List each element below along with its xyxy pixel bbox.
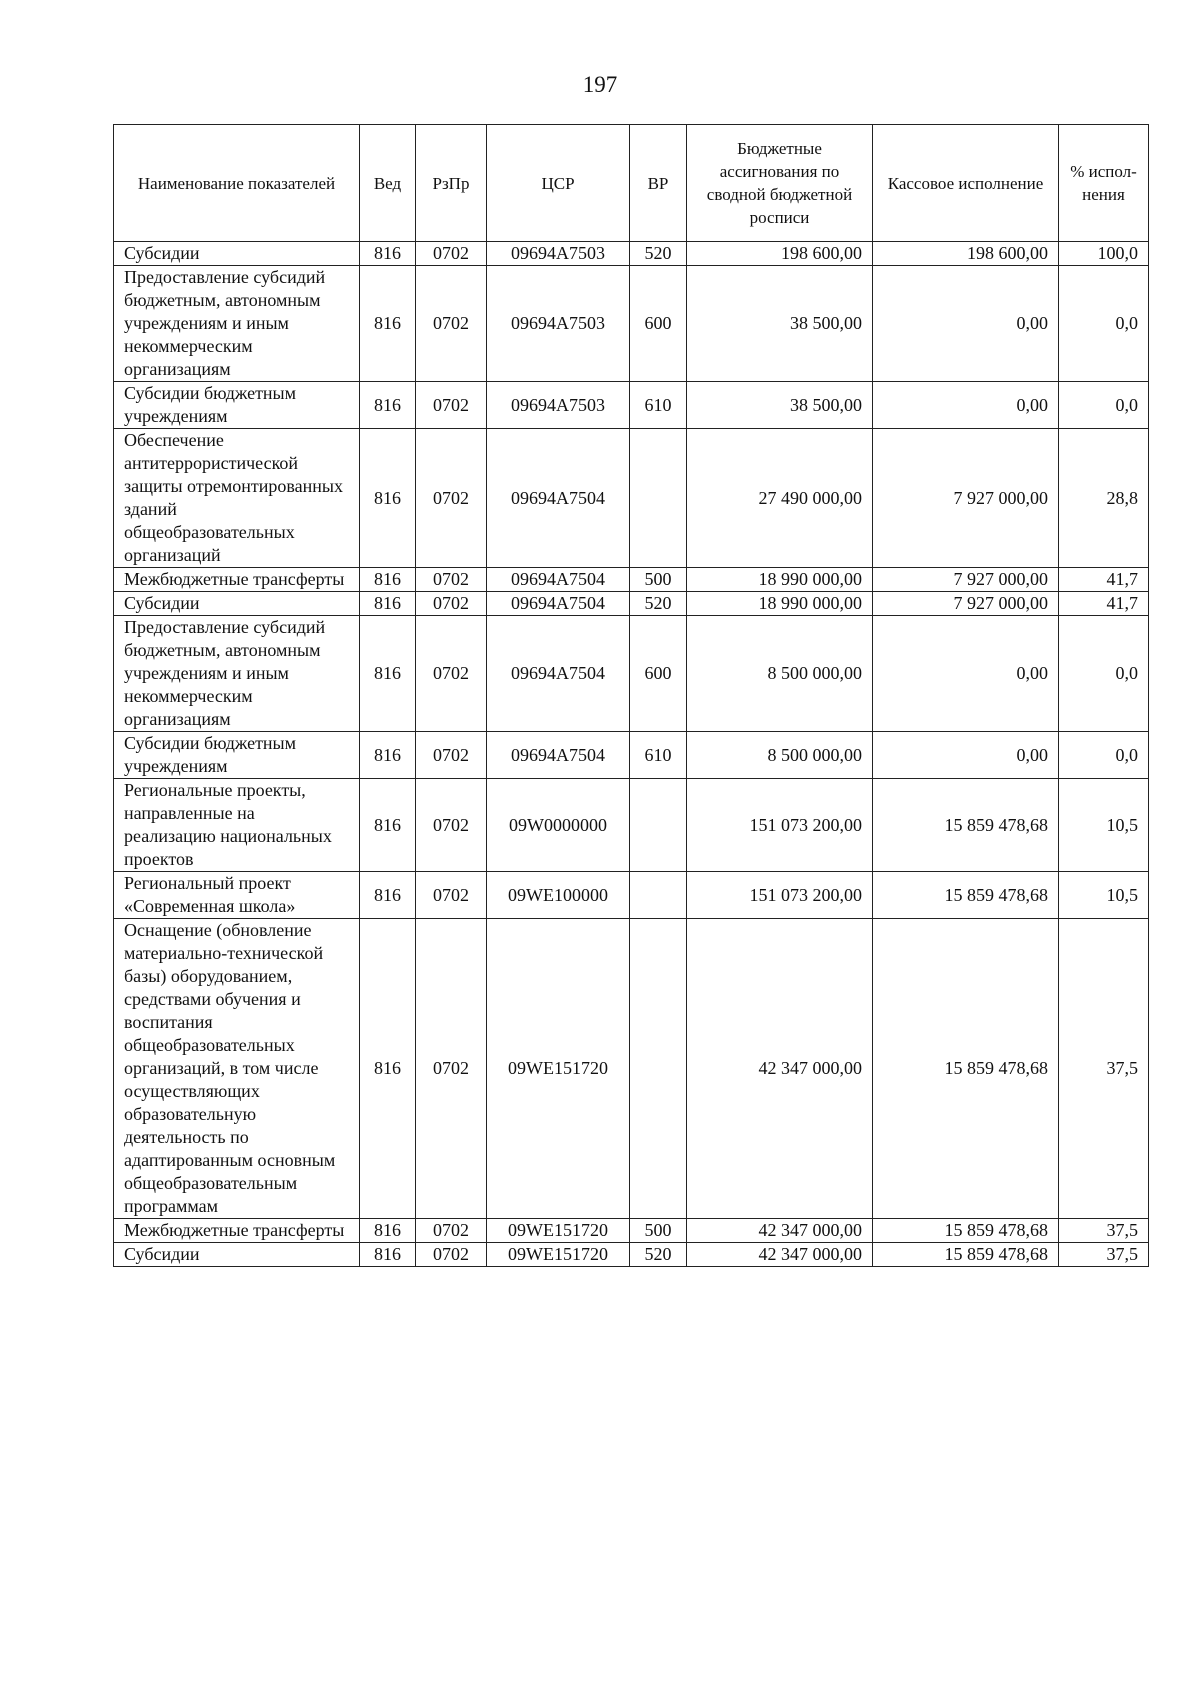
cell-ved: 816 — [360, 568, 416, 592]
page-number: 197 — [582, 72, 618, 97]
cell-rzpr: 0702 — [416, 266, 487, 382]
budget-execution-table — [113, 124, 1149, 1267]
cell-rzpr: 0702 — [416, 242, 487, 266]
table-row — [114, 872, 1149, 919]
table-row — [114, 1243, 1149, 1267]
cell-percent: 10,5 — [1059, 779, 1149, 872]
cell-ved: 816 — [360, 919, 416, 1219]
cell-name: Субсидии бюджетным учреждениям — [114, 732, 360, 779]
table-body — [114, 242, 1149, 1267]
cell-rzpr: 0702 — [416, 732, 487, 779]
cell-ved: 816 — [360, 616, 416, 732]
cell-ved: 816 — [360, 779, 416, 872]
header-cash-execution: Кассовое исполнение — [873, 125, 1059, 242]
cell-vr — [630, 872, 687, 919]
cell-cash-execution: 15 859 478,68 — [873, 1243, 1059, 1267]
cell-cash-execution: 15 859 478,68 — [873, 872, 1059, 919]
cell-ved: 816 — [360, 1243, 416, 1267]
cell-percent: 41,7 — [1059, 568, 1149, 592]
cell-assignments: 42 347 000,00 — [687, 1219, 873, 1243]
cell-name: Региональный проект «Современная школа» — [114, 872, 360, 919]
table-row — [114, 429, 1149, 568]
cell-cash-execution: 7 927 000,00 — [873, 568, 1059, 592]
cell-vr: 600 — [630, 616, 687, 732]
cell-name: Оснащение (обновление материально-технической базы) оборудованием, средствами обучения и воспитания общеобразовательных организаций, в том числе осуществляющих образовательную деятельность по адаптированным основным общеобразовательным программам — [114, 919, 360, 1219]
cell-percent: 41,7 — [1059, 592, 1149, 616]
cell-percent: 0,0 — [1059, 616, 1149, 732]
cell-rzpr: 0702 — [416, 779, 487, 872]
cell-cash-execution: 0,00 — [873, 616, 1059, 732]
table-row — [114, 779, 1149, 872]
cell-cash-execution: 7 927 000,00 — [873, 592, 1059, 616]
table-row — [114, 266, 1149, 382]
cell-name: Субсидии — [114, 592, 360, 616]
cell-csr: 09WE100000 — [487, 872, 630, 919]
cell-rzpr: 0702 — [416, 429, 487, 568]
cell-csr: 09WE151720 — [487, 1243, 630, 1267]
header-ved: Вед — [360, 125, 416, 242]
cell-vr: 500 — [630, 1219, 687, 1243]
cell-csr: 09694А7504 — [487, 592, 630, 616]
cell-cash-execution: 15 859 478,68 — [873, 779, 1059, 872]
cell-rzpr: 0702 — [416, 382, 487, 429]
cell-ved: 816 — [360, 732, 416, 779]
table-row — [114, 732, 1149, 779]
cell-ved: 816 — [360, 266, 416, 382]
cell-ved: 816 — [360, 1219, 416, 1243]
cell-vr: 610 — [630, 732, 687, 779]
cell-assignments: 198 600,00 — [687, 242, 873, 266]
table-row — [114, 616, 1149, 732]
cell-csr: 09694А7504 — [487, 568, 630, 592]
cell-cash-execution: 198 600,00 — [873, 242, 1059, 266]
cell-vr — [630, 779, 687, 872]
cell-assignments: 8 500 000,00 — [687, 616, 873, 732]
cell-assignments: 38 500,00 — [687, 266, 873, 382]
cell-rzpr: 0702 — [416, 1243, 487, 1267]
cell-cash-execution: 7 927 000,00 — [873, 429, 1059, 568]
cell-percent: 100,0 — [1059, 242, 1149, 266]
cell-rzpr: 0702 — [416, 872, 487, 919]
cell-csr: 09WE151720 — [487, 1219, 630, 1243]
cell-rzpr: 0702 — [416, 919, 487, 1219]
table-row — [114, 568, 1149, 592]
cell-assignments: 42 347 000,00 — [687, 1243, 873, 1267]
cell-vr: 520 — [630, 242, 687, 266]
cell-percent: 0,0 — [1059, 732, 1149, 779]
cell-cash-execution: 15 859 478,68 — [873, 1219, 1059, 1243]
cell-csr: 09694А7503 — [487, 242, 630, 266]
header-csr: ЦСР — [487, 125, 630, 242]
cell-percent: 0,0 — [1059, 382, 1149, 429]
cell-ved: 816 — [360, 382, 416, 429]
cell-name: Межбюджетные трансферты — [114, 568, 360, 592]
cell-name: Субсидии — [114, 1243, 360, 1267]
cell-percent: 37,5 — [1059, 1243, 1149, 1267]
cell-csr: 09694А7503 — [487, 266, 630, 382]
cell-assignments: 151 073 200,00 — [687, 779, 873, 872]
cell-csr: 09694А7504 — [487, 732, 630, 779]
cell-csr: 09694А7503 — [487, 382, 630, 429]
header-vr: ВР — [630, 125, 687, 242]
cell-vr: 520 — [630, 1243, 687, 1267]
table-row — [114, 242, 1149, 266]
cell-name: Региональные проекты, направленные на реализацию национальных проектов — [114, 779, 360, 872]
cell-csr: 09694А7504 — [487, 616, 630, 732]
cell-cash-execution: 0,00 — [873, 732, 1059, 779]
header-assignments: Бюджетные ассигнования по сводной бюджетной росписи — [687, 125, 873, 242]
cell-ved: 816 — [360, 872, 416, 919]
cell-assignments: 18 990 000,00 — [687, 568, 873, 592]
table-row — [114, 1219, 1149, 1243]
cell-percent: 0,0 — [1059, 266, 1149, 382]
cell-cash-execution: 0,00 — [873, 266, 1059, 382]
cell-assignments: 8 500 000,00 — [687, 732, 873, 779]
cell-csr: 09694А7504 — [487, 429, 630, 568]
cell-vr: 610 — [630, 382, 687, 429]
table-header-row — [114, 125, 1149, 242]
cell-csr: 09W0000000 — [487, 779, 630, 872]
cell-name: Предоставление субсидий бюджетным, автономным учреждениям и иным некоммерческим организациям — [114, 266, 360, 382]
cell-ved: 816 — [360, 592, 416, 616]
cell-assignments: 38 500,00 — [687, 382, 873, 429]
header-percent: % испол- нения — [1059, 125, 1149, 242]
cell-percent: 28,8 — [1059, 429, 1149, 568]
cell-vr — [630, 429, 687, 568]
cell-rzpr: 0702 — [416, 1219, 487, 1243]
table-row — [114, 919, 1149, 1219]
cell-vr: 600 — [630, 266, 687, 382]
header-name: Наименование показателей — [114, 125, 360, 242]
cell-rzpr: 0702 — [416, 568, 487, 592]
cell-name: Субсидии бюджетным учреждениям — [114, 382, 360, 429]
cell-vr: 500 — [630, 568, 687, 592]
cell-ved: 816 — [360, 242, 416, 266]
cell-vr: 520 — [630, 592, 687, 616]
cell-assignments: 151 073 200,00 — [687, 872, 873, 919]
cell-assignments: 27 490 000,00 — [687, 429, 873, 568]
cell-csr: 09WE151720 — [487, 919, 630, 1219]
cell-rzpr: 0702 — [416, 616, 487, 732]
cell-ved: 816 — [360, 429, 416, 568]
cell-cash-execution: 0,00 — [873, 382, 1059, 429]
cell-name: Межбюджетные трансферты — [114, 1219, 360, 1243]
cell-vr — [630, 919, 687, 1219]
cell-name: Предоставление субсидий бюджетным, автономным учреждениям и иным некоммерческим организациям — [114, 616, 360, 732]
cell-cash-execution: 15 859 478,68 — [873, 919, 1059, 1219]
cell-assignments: 18 990 000,00 — [687, 592, 873, 616]
cell-percent: 10,5 — [1059, 872, 1149, 919]
header-rzpr: РзПр — [416, 125, 487, 242]
cell-rzpr: 0702 — [416, 592, 487, 616]
table-row — [114, 382, 1149, 429]
cell-name: Субсидии — [114, 242, 360, 266]
cell-assignments: 42 347 000,00 — [687, 919, 873, 1219]
cell-name: Обеспечение антитеррористической защиты отремонтированных зданий общеобразовательных организаций — [114, 429, 360, 568]
table-row — [114, 592, 1149, 616]
cell-percent: 37,5 — [1059, 919, 1149, 1219]
cell-percent: 37,5 — [1059, 1219, 1149, 1243]
